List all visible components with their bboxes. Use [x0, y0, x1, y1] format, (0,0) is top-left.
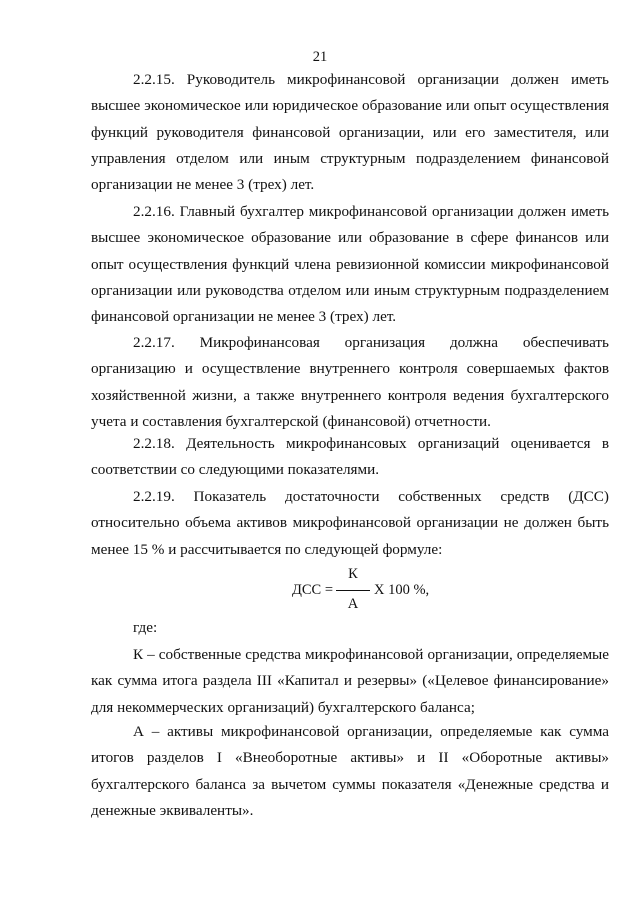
where-label: где: [133, 619, 158, 636]
page-number: 21 [312, 49, 328, 65]
formula-fraction [334, 566, 372, 614]
formula-numerator: К [348, 566, 358, 582]
paragraph-2-2-18: 2.2.18. Деятельность микрофинансовых организаций оценивается в соответствии со следующими показателями. [91, 435, 609, 479]
formula-lhs: ДСС = [292, 582, 334, 598]
formula-rhs: Х 100 %, [374, 582, 430, 598]
paragraph-2-2-19: 2.2.19. Показатель достаточности собственных средств (ДСС) относительно объема активов микрофинансовой организации не должен быть менее 15 % и рассчитывается по следующей формуле: [91, 488, 609, 558]
definition-k: К – собственные средства микрофинансовой организации, определяемые как сумма итога раздела III «Капитал и резервы» («Целевое финансирование» для некоммерческих организаций) бухгалтерского баланса; [91, 646, 609, 716]
paragraph-2-2-15: 2.2.15. Руководитель микрофинансовой организации должен иметь высшее экономическое или юридическое образование или опыт осуществления функций руководителя финансовой организации, или его заместителя, или управления отделом или иным структурным подразделением финансовой организации не менее 3 (трех) лет. [91, 71, 609, 194]
paragraph-2-2-17: 2.2.17. Микрофинансовая организация должна обеспечивать организацию и осуществление внутреннего контроля совершаемых фактов хозяйственной жизни, а также внутреннего контроля ведения бухгалтерского учета и составления бухгалтерской (финансовой) отчетности. [91, 334, 609, 430]
definition-a: А – активы микрофинансовой организации, определяемые как сумма итогов разделов I «Внеоборотные активы» и II «Оборотные активы» бухгалтерского баланса за вычетом суммы показателя «Денежные средства и денежные эквиваленты». [91, 723, 609, 819]
dss-formula [292, 566, 452, 614]
paragraph-2-2-16: 2.2.16. Главный бухгалтер микрофинансовой организации должен иметь высшее экономическое образование или образование в сфере финансов или опыт осуществления функций члена ревизионной комиссии микрофинансовой организации или руководства отделом или иным структурным подразделением финансовой организации не менее 3 (трех) лет. [91, 203, 609, 326]
fraction-bar [336, 590, 370, 591]
formula-denominator: А [347, 596, 359, 612]
